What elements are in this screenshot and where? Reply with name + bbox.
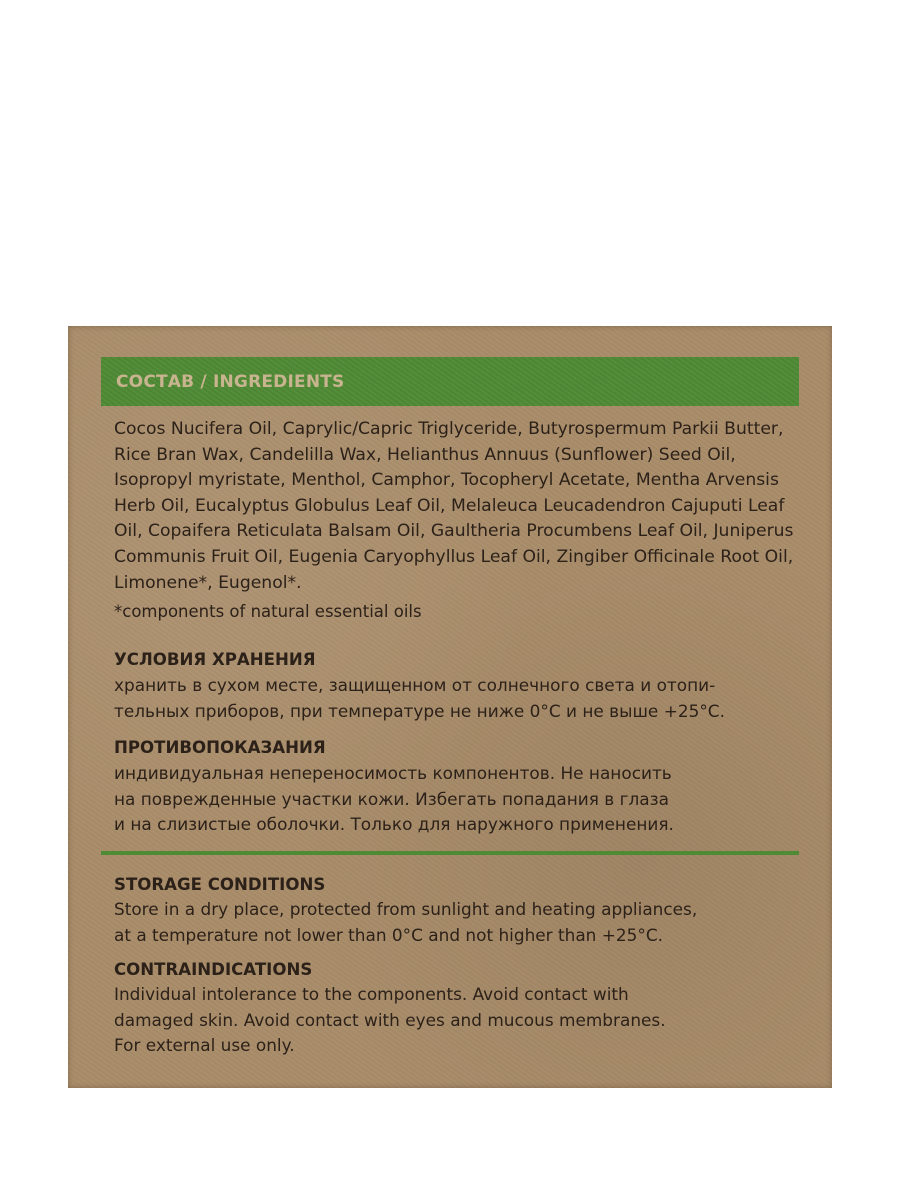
ru-storage-heading: УСЛОВИЯ ХРАНЕНИЯ bbox=[114, 650, 316, 669]
ingredients-title: СОСТАВ / INGREDIENTS bbox=[116, 372, 345, 392]
ingredients-header-bar bbox=[101, 357, 799, 406]
label-panel bbox=[68, 326, 832, 1088]
en-storage-heading: STORAGE CONDITIONS bbox=[114, 875, 326, 894]
ru-contraindications-text: индивидуальная непереносимость компонентов. Не наносить на поврежденные участки кожи. Избегать попадания в глаза и на слизистые оболочки. Только для наружного применения. bbox=[114, 763, 674, 834]
en-storage-text: Store in a dry place, protected from sunlight and heating appliances, at a temperature not lower than 0°C and not higher than +25°C. bbox=[114, 899, 698, 945]
en-contraindications-text: Individual intolerance to the components. Avoid contact with damaged skin. Avoid contact with eyes and mucous membranes. For external use only. bbox=[114, 984, 666, 1055]
ru-contraindications-heading: ПРОТИВОПОКАЗАНИЯ bbox=[114, 738, 326, 757]
ru-storage-text: хранить в сухом месте, защищенном от солнечного света и отопи- тельных приборов, при температуре не ниже 0°С и не выше +25°С. bbox=[114, 675, 725, 721]
ingredients-list: Cocos Nucifera Oil, Caprylic/Capric Triglyceride, Butyrospermum Parkii Butter, Rice Bran Wax, Candelilla Wax, Helianthus Annuus (Sunflower) Seed Oil, Isopropyl myristate, Menthol, Camphor, Tocopheryl Acetate, Mentha Arvensis Herb Oil, Eucalyptus Globulus Leaf Oil, Melaleuca Leucadendron Cajuputi Leaf Oil, Copaifera Reticulata Balsam Oil, Gaultheria Procumbens Leaf Oil, Juniperus Communis Fruit Oil, Eugenia Caryophyllus Leaf Oil, Zingiber Officinale Root Oil, Limonene*, Eugenol*. bbox=[114, 419, 794, 593]
section-divider bbox=[101, 851, 799, 855]
en-contraindications-heading: CONTRAINDICATIONS bbox=[114, 960, 313, 979]
ingredients-footnote: *components of natural essential oils bbox=[114, 602, 422, 621]
